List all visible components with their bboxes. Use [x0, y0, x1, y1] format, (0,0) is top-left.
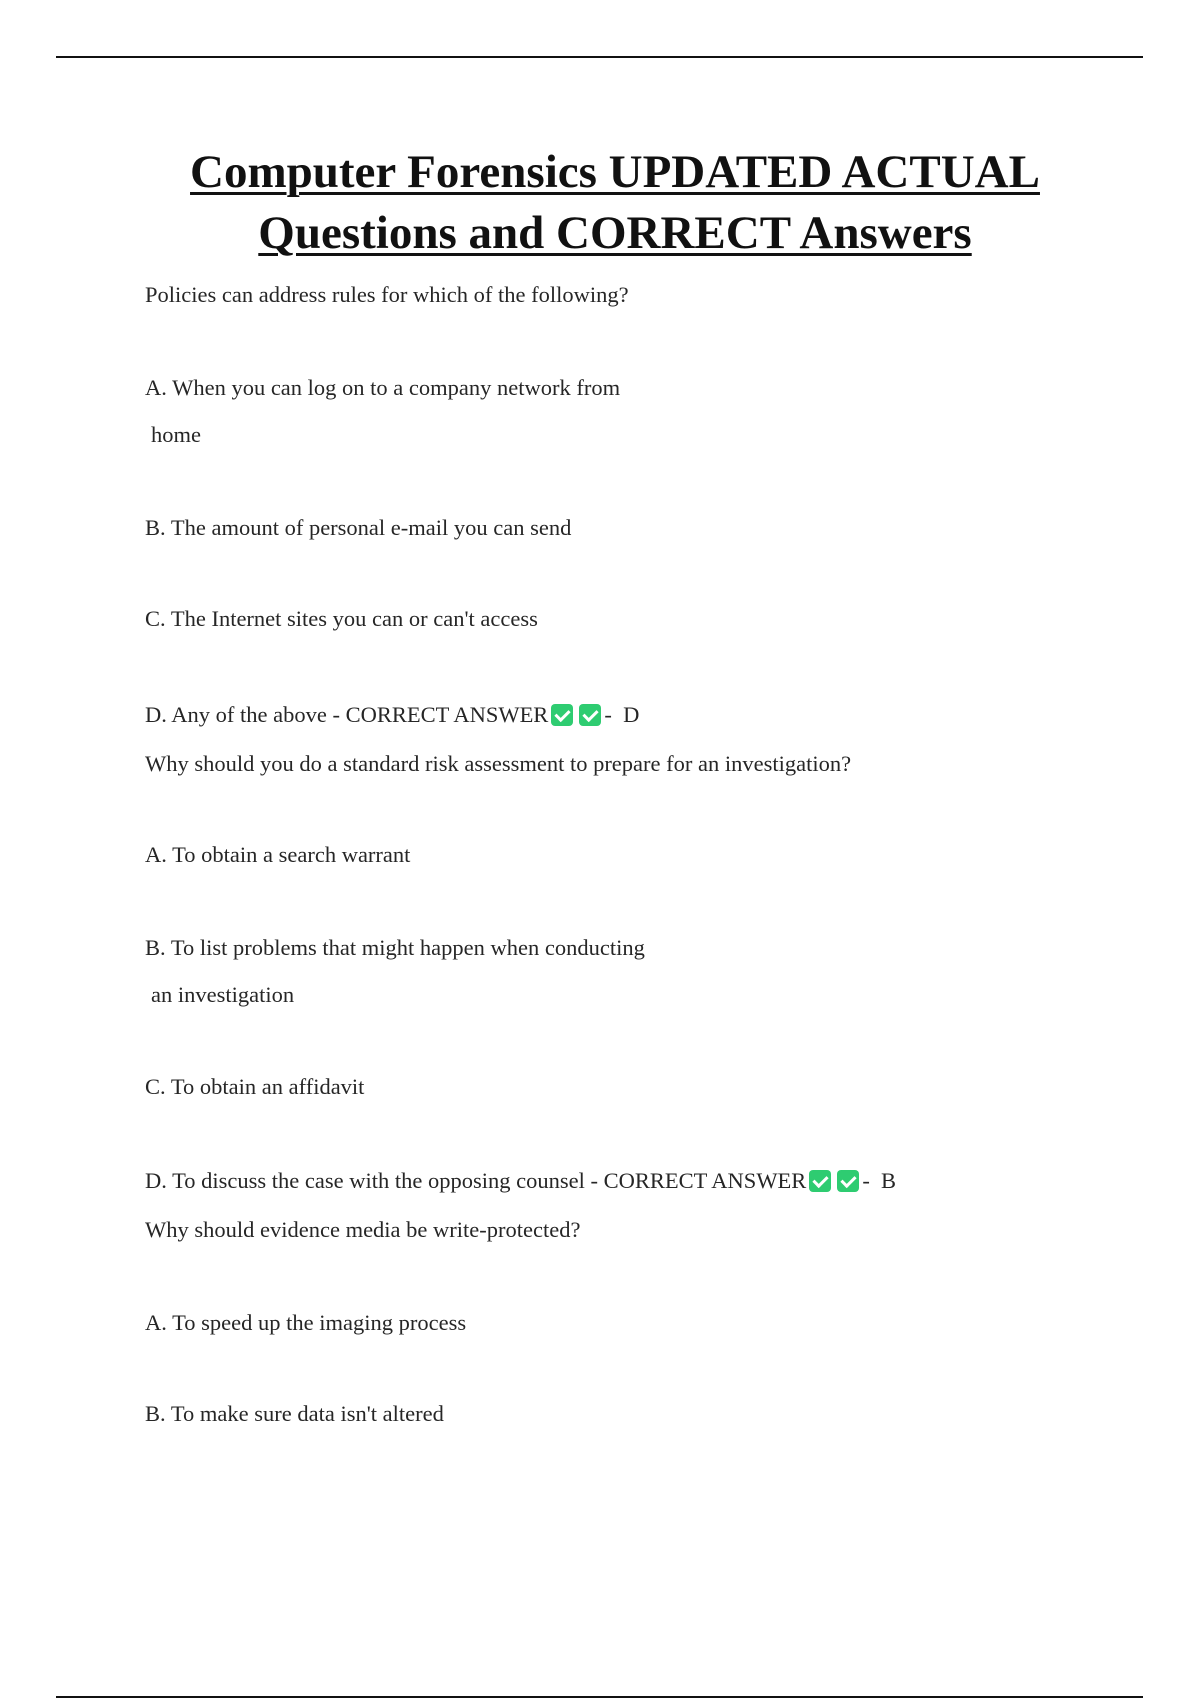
question-2-answer-line [145, 1166, 896, 1196]
check-mark-icon [551, 704, 573, 726]
question-1-correct-answer: - D [604, 702, 640, 727]
bottom-rule [56, 1696, 1143, 1698]
question-2-option-c: C. To obtain an affidavit [145, 1074, 365, 1099]
question-2-option-d: D. To discuss the case with the opposing counsel - CORRECT ANSWER [145, 1168, 807, 1193]
check-mark-icon [837, 1170, 859, 1192]
top-rule [56, 56, 1143, 58]
question-2-option-a: A. To obtain a search warrant [145, 842, 411, 867]
question-1-option-d: D. Any of the above - CORRECT ANSWER [145, 702, 549, 727]
question-1-option-c: C. The Internet sites you can or can't access [145, 606, 538, 631]
document-title: Computer Forensics UPDATED ACTUAL Questions and CORRECT Answers [190, 146, 1040, 259]
question-1-answer-line [145, 700, 639, 730]
question-1-option-a: A. When you can log on to a company network from [145, 375, 621, 400]
question-3-option-b: B. To make sure data isn't altered [145, 1401, 444, 1426]
check-mark-icon [579, 704, 601, 726]
question-2-text: Why should you do a standard risk assessment to prepare for an investigation? [145, 751, 852, 776]
check-mark-icon [809, 1170, 831, 1192]
question-1-option-b: B. The amount of personal e-mail you can send [145, 515, 572, 540]
question-1-text: Policies can address rules for which of the following? [145, 282, 629, 307]
question-2-correct-answer: - B [862, 1168, 897, 1193]
question-1-option-a-continued: home [151, 422, 201, 447]
question-2-option-b-continued: an investigation [151, 982, 295, 1007]
question-2-option-b: B. To list problems that might happen when conducting [145, 935, 645, 960]
question-3-text: Why should evidence media be write-protected? [145, 1217, 581, 1242]
question-3-option-a: A. To speed up the imaging process [145, 1310, 467, 1335]
